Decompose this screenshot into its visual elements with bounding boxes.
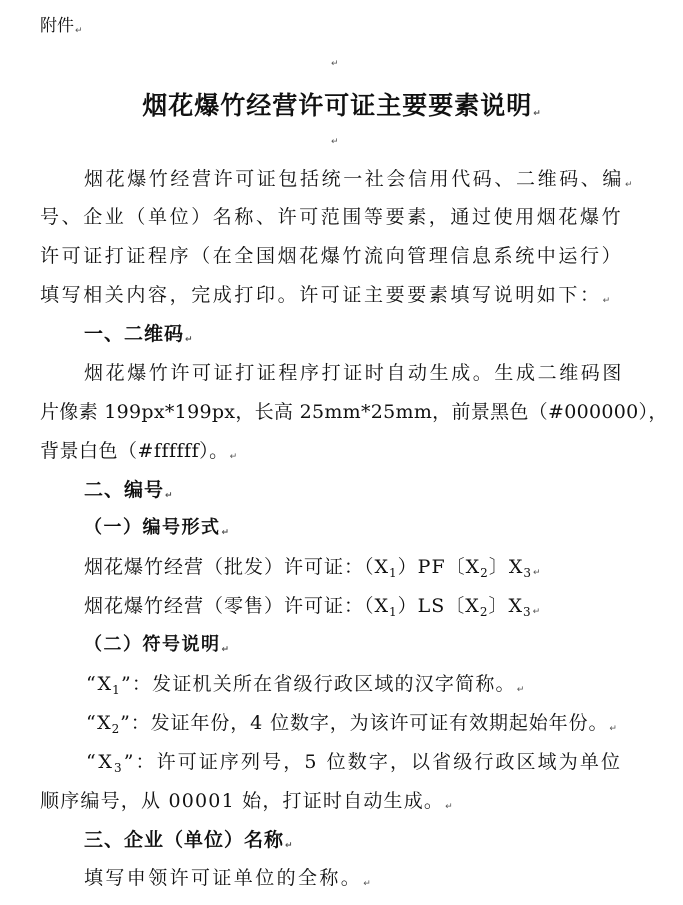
symbol-x1-description: [86, 672, 524, 702]
qr-description-text: 背景白色（#ffffff）。: [40, 440, 229, 462]
intro-line-text: 填写相关内容，完成打印。许可证主要要素填写说明如下：: [40, 284, 602, 306]
paragraph-mark-icon: ↵: [229, 452, 238, 462]
intro-line: [40, 244, 623, 268]
symbol-x2-text: ”：发证年份，4 位数字，为该许可证有效期起始年份。: [120, 712, 609, 734]
subscript-x1: 1: [389, 566, 398, 580]
intro-line: [40, 205, 623, 229]
paragraph-mark-icon: ↵: [363, 879, 371, 889]
format-prefix: 烟花爆竹经营（零售）许可证：（X: [84, 595, 390, 617]
attachment-label: [40, 13, 83, 43]
format-after-x2: 〕X: [488, 595, 524, 617]
format-prefix: 烟花爆竹经营（批发）许可证：（X: [84, 556, 390, 578]
symbol-open: “X: [86, 751, 114, 773]
paragraph-mark-icon: ↵: [75, 26, 83, 36]
paragraph-mark-icon: ↵: [602, 296, 611, 306]
symbol-open: “X: [86, 712, 112, 734]
subheading-number-form: [84, 516, 229, 545]
symbol-x2-description: [86, 711, 617, 741]
paragraph-mark-icon: ↵: [331, 137, 339, 147]
paragraph-mark-icon: ↵: [221, 528, 230, 538]
section-heading-name-text: 三、企业（单位）名称: [84, 829, 285, 851]
subscript-x3: 3: [113, 761, 124, 775]
paragraph-mark-icon: ↵: [532, 607, 541, 617]
document-title: [0, 86, 683, 122]
section-heading-qr-text: 一、二维码: [84, 323, 185, 345]
qr-description-text: 烟花爆竹许可证打证程序打证时自动生成。生成二维码图: [84, 362, 625, 384]
subscript-x2: 2: [479, 605, 489, 619]
document-title-text: 烟花爆竹经营许可证主要要素说明: [142, 91, 533, 120]
paragraph-mark-icon: ↵: [185, 335, 193, 345]
number-format-retail: [84, 594, 540, 624]
section-heading-name: [84, 828, 293, 858]
symbol-x3-continuation-text: 顺序编号，从 00001 始，打证时自动生成。: [40, 790, 445, 812]
paragraph-mark-icon: ↵: [516, 685, 525, 695]
paragraph-mark-icon: ↵: [165, 491, 173, 501]
attachment-label-text: 附件: [40, 16, 74, 36]
intro-line-text: 烟花爆竹经营许可证包括统一社会信用代码、二维码、编: [84, 168, 625, 190]
qr-description-line: [84, 361, 624, 385]
subheading-symbols-text: （二）符号说明: [84, 634, 221, 655]
format-after-x2: 〕X: [488, 556, 524, 578]
intro-line-text: 许可证打证程序（在全国烟花爆竹流向管理信息系统中运行）: [40, 245, 624, 267]
section-heading-number-text: 二、编号: [84, 479, 165, 501]
intro-line-text: 号、企业（单位）名称、许可范围等要素，通过使用烟花爆竹: [40, 206, 624, 228]
subscript-x1: 1: [112, 683, 122, 697]
format-middle: ）LS〔X: [397, 595, 480, 617]
symbol-open: “X: [86, 673, 113, 695]
subheading-number-form-text: （一）编号形式: [84, 517, 221, 538]
name-description-line: [84, 866, 371, 896]
qr-description-line: [40, 439, 237, 469]
qr-description-text: 片像素 199px*199px，长高 25mm*25mm，前景黑色（#000000），: [40, 401, 668, 423]
paragraph-mark-icon: ↵: [445, 802, 453, 812]
paragraph-mark-icon: ↵: [625, 180, 633, 190]
subscript-x2: 2: [480, 566, 489, 580]
symbol-x3-text: ”：许可证序列号，5 位数字，以省级行政区域为单位: [123, 751, 623, 773]
subscript-x3: 3: [523, 566, 532, 580]
section-heading-qr: [84, 322, 193, 352]
symbol-x1-text: ”：发证机关所在省级行政区域的汉字简称。: [121, 673, 516, 695]
paragraph-mark-icon: ↵: [532, 568, 541, 578]
format-middle: ）PF〔X: [397, 556, 481, 578]
paragraph-mark-icon: ↵: [533, 109, 541, 119]
symbol-x3-description: [86, 750, 622, 774]
paragraph-mark-icon: ↵: [285, 841, 293, 851]
intro-line: [84, 167, 633, 197]
subheading-symbols: [84, 633, 229, 662]
name-description-text: 填写申领许可证单位的全称。: [84, 867, 363, 889]
symbol-x3-continuation: [40, 789, 453, 819]
intro-line: [40, 283, 610, 313]
subscript-x2: 2: [111, 722, 121, 736]
paragraph-mark-icon: ↵: [221, 645, 230, 655]
section-heading-number: [84, 478, 173, 508]
subscript-x3: 3: [523, 605, 532, 619]
number-format-wholesale: [84, 555, 541, 585]
paragraph-mark-icon: ↵: [609, 724, 617, 734]
paragraph-mark-icon: ↵: [331, 59, 339, 69]
subscript-x1: 1: [389, 605, 398, 619]
qr-description-line: [40, 400, 668, 424]
